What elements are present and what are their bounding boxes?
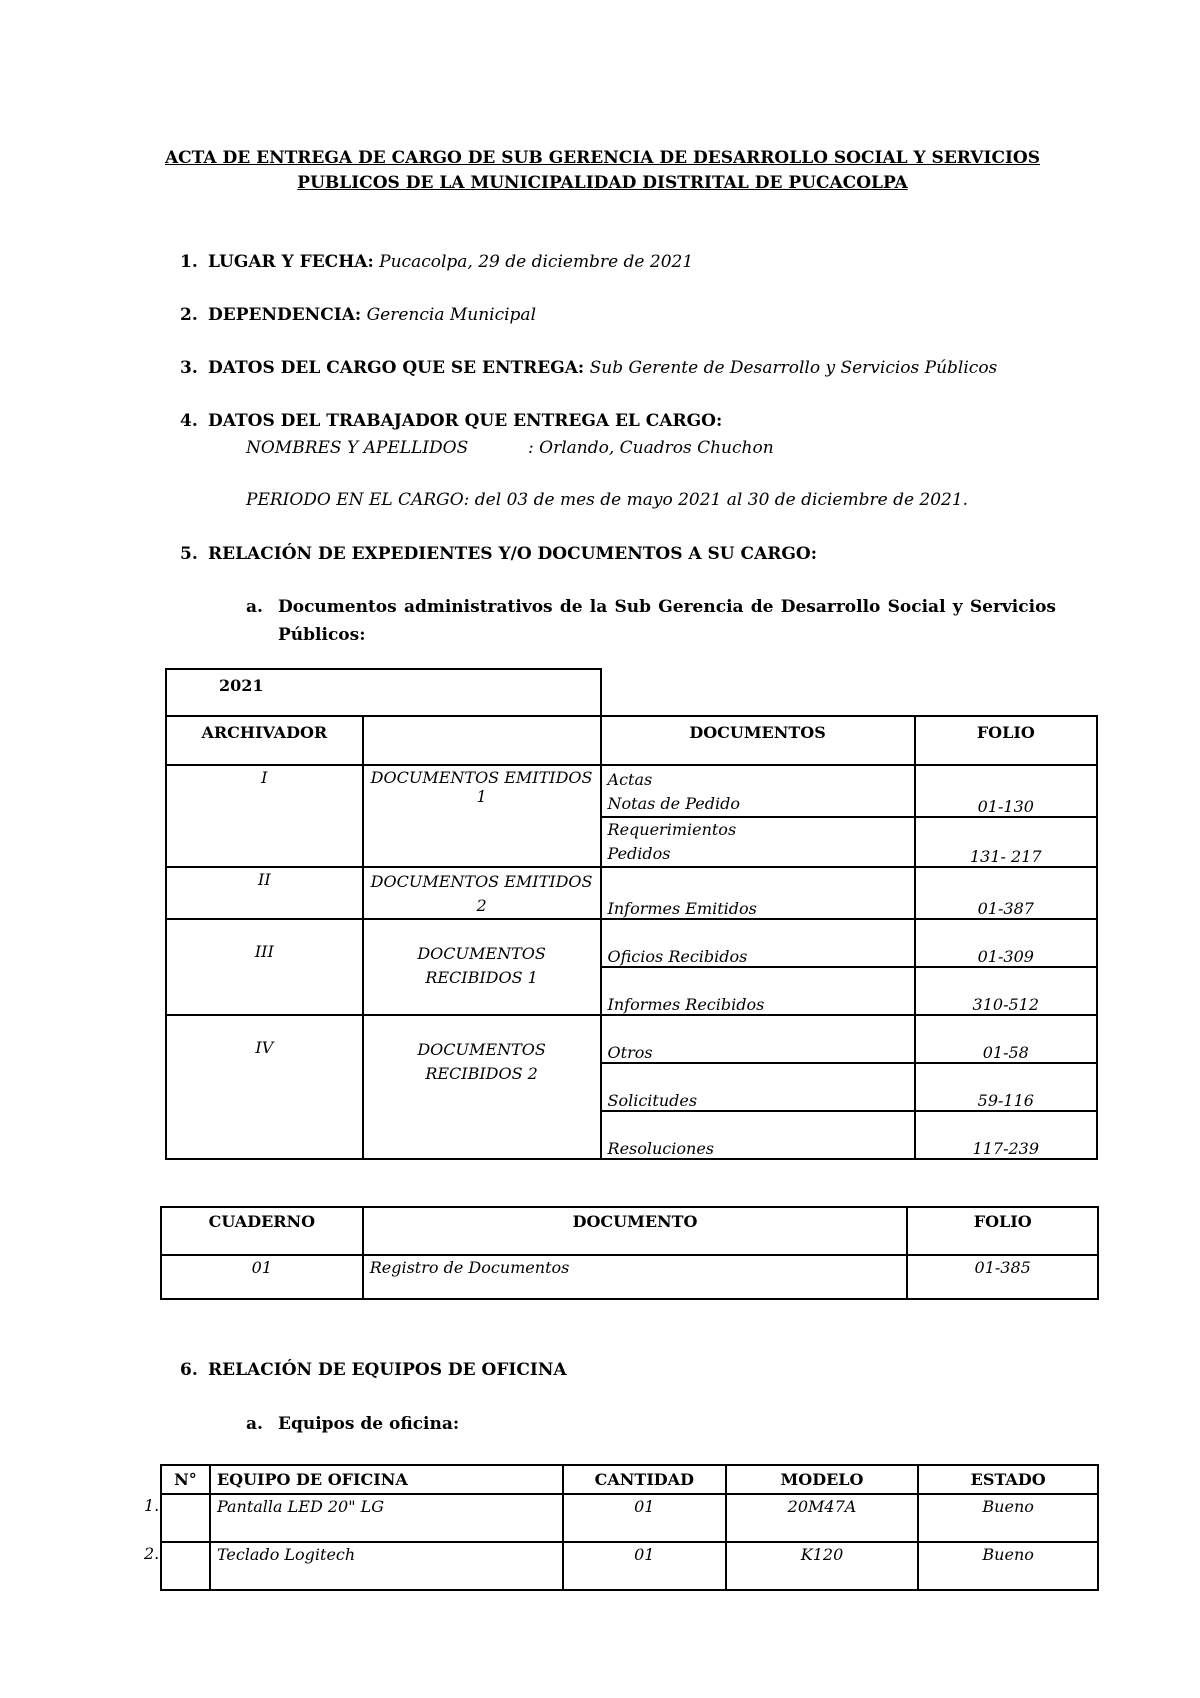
item-label: DATOS DEL TRABAJADOR QUE ENTREGA EL CARGO: [208,411,723,431]
header-folio: FOLIO [907,1207,1098,1255]
item-number: 6. [180,1360,198,1380]
modelo-cell: K120 [726,1542,919,1590]
item-number: 2. [180,305,198,325]
nombres-label: NOMBRES Y APELLIDOS [246,438,469,458]
title-line-1: ACTA DE ENTREGA DE CARGO DE SUB GERENCIA DE DESARROLLO SOCIAL Y SERVICIOS [164,148,1041,168]
doc-line: Notas de Pedido [607,794,740,813]
item-number: 4. [180,411,198,431]
item-datos-cargo [180,358,998,378]
item-label: DEPENDENCIA: [208,305,362,325]
nombres-value: : Orlando, Cuadros Chuchon [528,438,774,458]
archivador-cell: IV [166,1015,363,1159]
documentos-table [165,668,1098,1160]
table-row [161,1494,1098,1542]
header-archivador: ARCHIVADOR [166,716,363,765]
year-cell: 2021 [166,669,601,716]
group-cell: DOCUMENTOS EMITIDOS 2 [363,867,601,919]
table-row [161,1255,1098,1299]
document-title [120,146,1085,196]
header-modelo: MODELO [726,1465,919,1494]
item-label: LUGAR Y FECHA: [208,252,374,272]
table-row [161,1542,1098,1590]
doc-cell: Oficios Recibidos [601,919,915,967]
item-value: Gerencia Municipal [366,305,537,325]
doc-cell: Resoluciones [601,1111,915,1159]
folio-cell: 117-239 [915,1111,1097,1159]
item-lugar-fecha [180,252,694,272]
doc-cell: Informes Emitidos [601,867,915,919]
section-6a-heading [246,1410,1056,1438]
num-cell [161,1494,210,1542]
item-equipos-oficina [180,1360,567,1380]
estado-cell: Bueno [918,1494,1098,1542]
item-number: 5. [180,544,198,564]
cantidad-cell: 01 [563,1494,726,1542]
section-5a-text: Documentos administrativos de la Sub Gerencia de Desarrollo Social y Servicios Públicos: [278,597,1056,645]
table-row [166,867,1097,919]
group-cell: DOCUMENTOS RECIBIDOS 1 [363,919,601,1015]
archivador-cell: II [166,867,363,919]
archivador-cell: III [166,919,363,1015]
equipos-table [160,1464,1099,1591]
doc-cell: Otros [601,1015,915,1063]
doc-line: Pedidos [607,844,671,863]
header-documentos: DOCUMENTOS [601,716,915,765]
doc-cell: Informes Recibidos [601,967,915,1015]
header-num: N° [161,1465,210,1494]
group-cell: DOCUMENTOS RECIBIDOS 2 [363,1015,601,1159]
header-estado: ESTADO [918,1465,1098,1494]
folio-cell: 01-130 [915,765,1097,817]
doc-cell: Solicitudes [601,1063,915,1111]
equipo-cell: Teclado Logitech [210,1542,563,1590]
equipo-cell: Pantalla LED 20" LG [210,1494,563,1542]
estado-cell: Bueno [918,1542,1098,1590]
table-row [166,1015,1097,1063]
folio-cell: 01-309 [915,919,1097,967]
num-cell [161,1542,210,1590]
folio-cell: 131- 217 [915,817,1097,867]
folio-cell: 310-512 [915,967,1097,1015]
item-label: RELACIÓN DE EQUIPOS DE OFICINA [208,1360,567,1380]
item-relacion-expedientes [180,544,818,564]
section-letter: a. [246,597,263,617]
header-documento: DOCUMENTO [363,1207,908,1255]
row-number: 1. [144,1496,160,1515]
doc-line: Requerimientos [607,820,737,839]
documento-cell: Registro de Documentos [363,1255,908,1299]
section-5a-heading [246,593,1056,649]
folio-cell: 01-387 [915,867,1097,919]
item-number: 1. [180,252,198,272]
folio-cell: 01-385 [907,1255,1098,1299]
header-folio: FOLIO [915,716,1097,765]
item-datos-trabajador [180,411,723,431]
item-value: Pucacolpa, 29 de diciembre de 2021 [379,252,694,272]
section-6a-text: Equipos de oficina: [278,1414,460,1434]
periodo-cargo: PERIODO EN EL CARGO: del 03 de mes de mayo 2021 al 30 de diciembre de 2021. [246,490,969,510]
modelo-cell: 20M47A [726,1494,919,1542]
folio-cell: 01-58 [915,1015,1097,1063]
doc-cell [601,817,915,867]
section-letter: a. [246,1414,263,1434]
cantidad-cell: 01 [563,1542,726,1590]
table-row [166,765,1097,817]
item-value: Sub Gerente de Desarrollo y Servicios Públicos [589,358,998,378]
row-number: 2. [144,1544,160,1563]
table-row [166,919,1097,967]
item-label: RELACIÓN DE EXPEDIENTES Y/O DOCUMENTOS A SU CARGO: [208,544,818,564]
header-cantidad: CANTIDAD [563,1465,726,1494]
header-cuaderno: CUADERNO [161,1207,363,1255]
folio-cell: 59-116 [915,1063,1097,1111]
item-number: 3. [180,358,198,378]
doc-line: Actas [607,770,653,789]
title-line-2: PUBLICOS DE LA MUNICIPALIDAD DISTRITAL DE PUCACOLPA [297,173,908,193]
cuaderno-table [160,1206,1099,1300]
archivador-cell: I [166,765,363,867]
item-label: DATOS DEL CARGO QUE SE ENTREGA: [208,358,585,378]
doc-cell [601,765,915,817]
cuaderno-cell: 01 [161,1255,363,1299]
item-dependencia [180,305,537,325]
group-cell: DOCUMENTOS EMITIDOS 1 [363,765,601,867]
header-equipo: EQUIPO DE OFICINA [210,1465,563,1494]
